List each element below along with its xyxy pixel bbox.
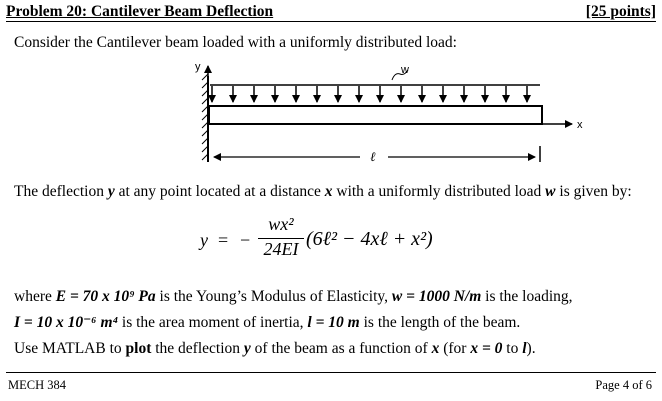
equation-bracket: (6ℓ² − 4xℓ + x²) <box>306 228 433 250</box>
text-span: to <box>502 340 523 357</box>
param-w: w = 1000 N/m <box>391 288 482 305</box>
param-l: l = 10 m <box>307 314 360 331</box>
params-line-3 <box>14 336 656 362</box>
params-line-1 <box>14 284 656 310</box>
range-end: l <box>522 340 527 357</box>
text-span: is the area moment of inertia, <box>118 314 308 331</box>
points-label: [25 points] <box>585 3 656 20</box>
y-axis-label: y <box>195 61 201 73</box>
distributed-load-arrows <box>212 86 527 102</box>
equation-minus: − <box>240 230 251 250</box>
range-start: x = 0 <box>470 340 503 357</box>
x-axis-label: x <box>577 119 583 131</box>
text-span: with a uniformly distributed load <box>332 183 546 200</box>
text-span: The deflection <box>14 183 108 200</box>
equation-numerator: wx² <box>268 214 294 234</box>
equation-equals: = <box>218 230 229 250</box>
text-span: is the length of the beam. <box>359 314 521 331</box>
text-span: is the Young’s Modulus of Elasticity, <box>155 288 392 305</box>
text-span: ). <box>526 340 536 357</box>
var-w: w <box>545 183 556 200</box>
text-span: Use MATLAB to <box>14 340 126 357</box>
course-code: MECH 384 <box>8 378 66 392</box>
parameters-text <box>14 284 656 362</box>
var-x: x <box>431 340 440 357</box>
footer-divider <box>6 372 656 373</box>
param-I: I = 10 x 10⁻⁶ m⁴ <box>14 314 119 331</box>
length-label: ℓ <box>370 149 376 164</box>
text-span: where <box>14 288 56 305</box>
cantilever-beam-figure <box>170 58 610 174</box>
equation-denominator: 24EI <box>263 239 299 259</box>
plot-keyword: plot <box>125 340 152 357</box>
text-span: is the loading, <box>481 288 573 305</box>
var-y: y <box>243 340 251 357</box>
page-number: Page 4 of 6 <box>595 378 652 392</box>
problem-title: Problem 20: Cantilever Beam Deflection <box>6 3 274 20</box>
deflection-description <box>14 182 656 202</box>
problem-header <box>6 3 656 22</box>
equation-fraction <box>258 214 304 260</box>
var-x: x <box>324 183 333 200</box>
text-span: the deflection <box>151 340 244 357</box>
text-span: is given by: <box>555 183 632 200</box>
var-y: y <box>107 183 115 200</box>
param-E: E = 70 x 10⁹ Pa <box>55 288 156 305</box>
text-span: of the beam as a function of <box>250 340 432 357</box>
beam <box>209 106 542 124</box>
text-span: (for <box>439 340 471 357</box>
w-label: w <box>401 64 409 76</box>
deflection-equation <box>200 214 500 270</box>
intro-text: Consider the Cantilever beam loaded with a uniformly distributed load: <box>14 34 457 51</box>
wall-support <box>202 74 208 162</box>
text-span: at any point located at a distance <box>114 183 325 200</box>
equation-lhs: y <box>200 230 208 250</box>
params-line-2 <box>14 310 656 336</box>
